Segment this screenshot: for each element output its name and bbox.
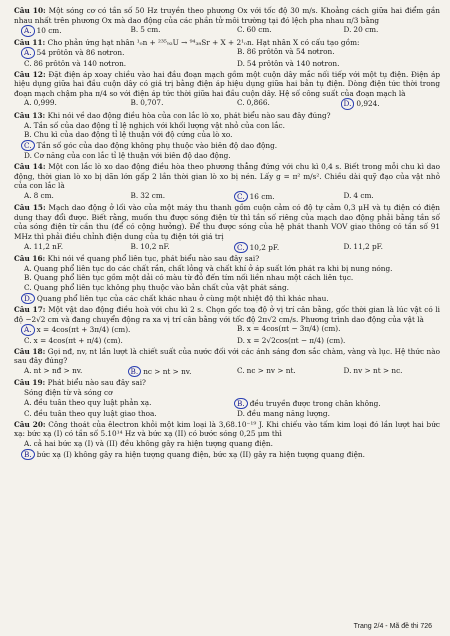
answer-option — [121, 98, 228, 110]
answer-option — [14, 273, 440, 283]
answer-letter: A. — [24, 190, 32, 200]
question-label: Câu 16: — [14, 254, 46, 264]
question-label: Câu 11: — [14, 37, 46, 47]
answer-option — [14, 151, 440, 161]
answer-option — [14, 98, 121, 110]
answer-letter: C. — [24, 283, 32, 293]
question-label: Câu 18: — [14, 346, 46, 356]
answer-option — [121, 242, 228, 254]
question-stem — [14, 305, 440, 324]
circled-answer-letter: C. — [234, 242, 248, 254]
question-label: Câu 17: — [14, 305, 46, 315]
answer-text: 10,2 nF. — [140, 241, 170, 251]
answer-option — [227, 191, 334, 203]
question-text: Cho phản ứng hạt nhân ¹₀n + ²³⁵₉₂U → ⁹⁴₃₈Sr + X + 2¹₀n. Hạt nhân X có cấu tạo gồm: — [47, 37, 360, 47]
answer-options — [14, 121, 440, 161]
question-text: Một sóng cơ có tần số 50 Hz truyền theo phương Ox với tốc độ 30 m/s. Khoảng cách giữa hai điểm gần nhau nhất trên phương Ox mà dao động của các phần tử môi trường tại đó lệch pha nhau π/3 bằng — [14, 6, 441, 25]
answer-text: x = 2√2cos(πt − π/4) (cm). — [246, 336, 346, 345]
question-text: Một con lắc lò xo dao động điều hòa theo phương thẳng đứng với chu kì 0,4 s. Biết trong mỗi chu kì dao động, thời gian lò xo bị dãn lớn gấp 2 lần thời gian lò xo bị nén. Lấy g = π² m/s². Chiều dài quỹ đạo của vật nhỏ của con lắc là — [14, 161, 440, 191]
answer-letter: B. — [130, 98, 139, 108]
answer-options — [14, 366, 440, 378]
answer-letter: C. — [24, 409, 32, 419]
answer-text: 54 prôtôn và 140 nơtron. — [246, 58, 340, 68]
answer-text: 10 cm. — [36, 26, 62, 36]
answer-letter: A. — [24, 98, 32, 108]
answer-option — [14, 121, 440, 131]
answer-text: bức xạ (I) không gây ra hiện tượng quang điện, bức xạ (II) gây ra hiện tượng quang điện. — [36, 449, 365, 459]
question-text: Phát biểu nào sau đây sai? — [47, 378, 146, 388]
answer-option — [334, 98, 441, 110]
question — [14, 6, 440, 38]
answer-option — [334, 366, 441, 378]
answer-letter: C. — [237, 25, 245, 35]
question — [14, 420, 440, 461]
answer-letter: D. — [237, 336, 245, 345]
question-text: Mạch dao động ở lối vào của một máy thu thanh gồm cuộn cảm có độ tự cảm 0,3 μH và tụ điện có điện dung thay đổi được. Biết rằng, muốn thu được sóng điện từ thì tần số riêng của mạch dao động phải bằng tần số của sóng điện từ cần thu (để có cộng hưởng). Để thu được sóng của hệ phát thanh VOV giao thông có tần số 91 MHz thì phải điều chỉnh điện dung của tụ điện tới giá trị — [14, 203, 440, 242]
answer-letter: D. — [343, 365, 352, 375]
question-label: Câu 13: — [14, 110, 46, 120]
question-text: Khi nói về dao động điều hòa của con lắc lò xo, phát biểu nào sau đây đúng? — [47, 110, 331, 120]
answer-text: 54 prôtôn và 86 nơtron. — [36, 48, 125, 58]
answer-text: 5 cm. — [140, 25, 161, 35]
answer-text: Quang phổ liên tục không phụ thuộc vào bản chất của vật phát sáng. — [33, 283, 289, 293]
answer-letter: B. — [130, 25, 139, 35]
question — [14, 347, 440, 379]
question-label: Câu 15: — [14, 203, 46, 213]
answer-option — [227, 59, 440, 69]
answer-letter: B. — [237, 324, 245, 334]
answer-text: 8 cm. — [33, 190, 54, 200]
question-stem — [14, 347, 440, 366]
answer-option — [14, 398, 227, 410]
answer-option — [121, 25, 228, 37]
answer-option — [14, 130, 440, 140]
answer-option — [334, 25, 441, 37]
answer-option — [14, 439, 440, 449]
answer-text: Cơ năng của con lắc tỉ lệ thuận với biên độ dao động. — [33, 151, 231, 161]
answer-option — [227, 47, 440, 59]
answer-text: Quang phổ liên tục do các chất rắn, chất lỏng và chất khí ở áp suất lớn phát ra khi bị nung nóng. — [33, 263, 393, 273]
answer-letter: A. — [24, 397, 32, 407]
answer-text: x = 4cos(πt − 3π/4) (cm). — [246, 324, 341, 334]
question-text: Đặt điện áp xoay chiều vào hai đầu đoạn mạch gồm một cuộn dây mắc nối tiếp với một tụ điện. Điện áp hiệu dụng giữa hai đầu cuộn dây có giá trị bằng điện áp hiệu dụng giữa hai bản tụ điện. Dòng điện tức thời trong đoạn mạch chậm pha π/4 so với điện áp tức thời giữa hai đầu cuộn dây. Hệ số công suất của đoạn mạch là — [14, 69, 440, 98]
answer-options — [14, 25, 440, 37]
answer-letter: A. — [24, 365, 32, 375]
circled-answer-letter: C. — [21, 140, 35, 152]
answer-option — [14, 336, 227, 346]
question — [14, 38, 440, 70]
question — [14, 162, 440, 203]
answer-text: 4 cm. — [353, 190, 374, 200]
answer-text: x = 4cos(πt + 3π/4) (cm). — [36, 325, 131, 335]
circled-answer-letter: C. — [234, 191, 248, 203]
answer-text: 32 cm. — [140, 190, 166, 200]
answer-text: đều truyền được trong chân không. — [249, 398, 381, 408]
answer-option — [14, 409, 227, 419]
question — [14, 254, 440, 305]
question — [14, 305, 440, 346]
answer-text: 0,999. — [33, 98, 57, 108]
answer-text: 60 cm. — [246, 25, 272, 35]
answer-letter: A. — [24, 263, 32, 273]
question — [14, 378, 440, 419]
answer-option — [227, 98, 334, 110]
question-stem — [14, 420, 440, 439]
circled-answer-letter: B. — [21, 449, 35, 461]
page-footer: Trang 2/4 - Mã đề thi 726 — [353, 623, 432, 630]
answer-option — [14, 59, 227, 69]
answer-option — [14, 324, 227, 336]
answer-text: Tần số góc của dao động không phụ thuộc vào biên độ dao động. — [36, 140, 278, 150]
answer-option — [227, 398, 440, 410]
answer-option — [121, 366, 228, 378]
question-stem — [14, 6, 440, 25]
answer-letter: B. — [130, 241, 139, 251]
answer-text: đều tuân theo quy luật giao thoa. — [33, 409, 157, 419]
answer-option — [227, 366, 334, 378]
answer-options — [14, 439, 440, 460]
answer-option — [14, 366, 121, 378]
answer-letter: B. — [24, 273, 32, 283]
answer-option — [14, 293, 440, 305]
question — [14, 203, 440, 254]
answer-text: 0,924. — [356, 99, 380, 109]
answer-letter: A. — [24, 241, 32, 251]
question-label: Câu 10: — [14, 6, 46, 15]
question-label: Câu 12: — [14, 69, 46, 79]
question-stem — [14, 162, 440, 191]
answer-option — [227, 336, 440, 346]
answer-option — [14, 264, 440, 274]
answer-text: nc > nv > nt. — [246, 365, 296, 375]
answer-text: nc > nt > nv. — [143, 366, 192, 376]
answer-text: nt > nđ > nv. — [33, 365, 83, 375]
question-stem — [14, 70, 440, 99]
question — [14, 111, 440, 162]
answer-options — [14, 242, 440, 254]
answer-options — [14, 398, 440, 419]
circled-answer-letter: D. — [341, 98, 355, 110]
answer-option — [334, 242, 441, 254]
answer-options — [14, 324, 440, 345]
question-label: Câu 19: — [14, 378, 46, 388]
answer-option — [121, 191, 228, 203]
answer-letter: D. — [343, 241, 352, 251]
question-text: Công thoát của êlectron khỏi một kim loại là 3,68.10⁻¹⁹ J. Khi chiếu vào tấm kim loại đó lần lượt hai bức xạ: bức xạ (I) có tần số 5.10¹⁴ Hz và bức xạ (II) có bước sóng 0,25 μm thì — [14, 419, 440, 439]
answer-option — [227, 409, 440, 419]
answer-option — [227, 242, 334, 254]
question — [14, 70, 440, 111]
answer-text: 0,707. — [140, 98, 164, 108]
answer-letter: C. — [24, 336, 32, 345]
answer-option — [14, 47, 227, 59]
answer-letter: D. — [237, 409, 245, 419]
answer-letter: A. — [24, 438, 32, 448]
answer-letter: C. — [237, 98, 245, 108]
answer-text: nv > nt > nc. — [353, 365, 403, 375]
answer-option — [14, 25, 121, 37]
circled-answer-letter: D. — [21, 293, 35, 305]
answer-text: Tần số của dao động tỉ lệ nghịch với khối lượng vật nhỏ của con lắc. — [33, 120, 285, 130]
answer-option — [14, 449, 440, 461]
answer-text: 11,2 pF. — [353, 241, 383, 251]
question-label: Câu 20: — [14, 419, 46, 429]
question-text: Khi nói về quang phổ liên tục, phát biểu nào sau đây sai? — [47, 254, 260, 264]
answer-letter: B. — [237, 47, 245, 57]
answer-text: x = 4cos(πt + π/4) (cm). — [33, 336, 123, 345]
answer-text: cả hai bức xạ (I) và (II) đều không gây ra hiện tượng quang điện. — [33, 438, 273, 448]
answer-letter: B. — [130, 190, 139, 200]
answer-options — [14, 98, 440, 110]
circled-answer-letter: B. — [234, 398, 248, 410]
answer-option — [14, 191, 121, 203]
question-subtext: Sóng điện từ và sóng cơ — [24, 387, 113, 397]
answer-text: 86 prôtôn và 140 nơtron. — [33, 58, 127, 68]
answer-text: 20 cm. — [353, 25, 379, 35]
circled-answer-letter: A. — [21, 47, 35, 59]
answer-letter: B. — [24, 130, 32, 140]
answer-text: 11,2 nF. — [33, 241, 64, 251]
question-list — [14, 6, 440, 461]
answer-letter: D. — [343, 190, 352, 200]
question-stem — [14, 254, 440, 264]
answer-text: 16 cm. — [249, 191, 275, 201]
question-stem — [14, 38, 440, 48]
question-stem — [14, 203, 440, 241]
answer-text: đều mang năng lượng. — [246, 409, 330, 419]
question-stem — [14, 378, 440, 388]
answer-letter: D. — [237, 58, 245, 68]
answer-text: 86 prôtôn và 54 nơtron. — [246, 47, 335, 57]
question-text: Gọi nđ, nv, nt lần lượt là chiết suất của nước đối với các ánh sáng đơn sắc chàm, vàng và lục. Hệ thức nào sau đây đúng? — [14, 346, 440, 366]
answer-option — [334, 191, 441, 203]
answer-option — [227, 25, 334, 37]
answer-text: 0,866. — [246, 98, 270, 108]
answer-option — [227, 324, 440, 336]
answer-letter: D. — [24, 151, 32, 161]
answer-option — [14, 140, 440, 152]
answer-text: đều tuân theo quy luật phản xạ. — [33, 397, 152, 407]
circled-answer-letter: B. — [128, 366, 142, 378]
answer-text: Quang phổ liên tục gồm một dải có màu từ đỏ đến tím nối liền nhau một cách liên tục. — [33, 273, 354, 283]
answer-text: Chu kì của dao động tỉ lệ thuận với độ cứng của lò xo. — [33, 130, 233, 140]
circled-answer-letter: A. — [21, 25, 35, 37]
question-label: Câu 14: — [14, 161, 46, 171]
answer-letter: D. — [343, 25, 352, 35]
answer-option — [14, 242, 121, 254]
answer-option — [14, 283, 440, 293]
answer-options — [14, 264, 440, 304]
answer-letter: C. — [24, 58, 32, 68]
answer-options — [14, 47, 440, 68]
answer-letter: A. — [24, 120, 32, 130]
circled-answer-letter: A. — [21, 324, 35, 336]
answer-options — [14, 191, 440, 203]
answer-text: Quang phổ liên tục của các chất khác nhau ở cùng một nhiệt độ thì khác nhau. — [36, 293, 329, 303]
answer-letter: C. — [237, 365, 245, 375]
question-text: Một vật dao động điều hoà với chu kì 2 s. Chọn gốc toạ độ ở vị trí cân bằng, gốc thời gian là lúc vật có li độ −2√2 cm và đang chuyển động ra xa vị trí cân bằng với tốc độ 2π√2 cm/s. Phương trình dao động của vật là — [14, 305, 441, 324]
answer-text: 10,2 pF. — [249, 242, 280, 252]
question-stem — [14, 111, 440, 121]
